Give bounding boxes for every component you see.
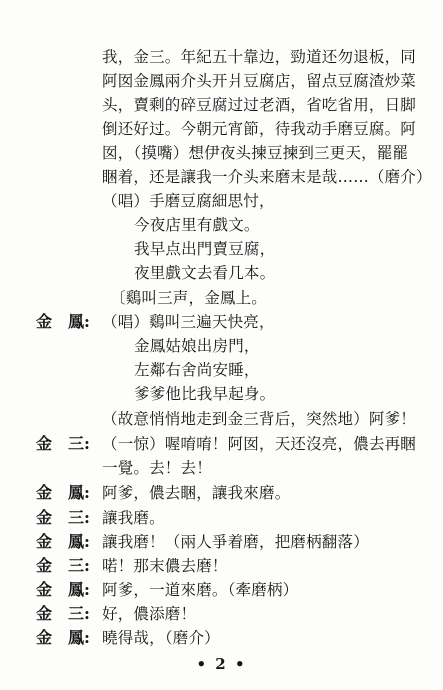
dialogue-line: 爹爹他比我早起身。	[134, 385, 276, 403]
speaker-label: 金 三:	[36, 434, 90, 453]
dialogue-line: 好，儂添磨！	[102, 605, 197, 623]
dialogue-line: （一惊）喔唷唷！阿囡，天还沒亮，儂去再睏	[102, 435, 417, 453]
speaker-label: 金 鳳:	[36, 483, 90, 502]
dialogue-line: 讓我磨！（兩人爭着磨，把磨柄翻落）	[102, 533, 369, 551]
narration-line-6: 睏着，还是讓我一介头来磨末是哉……（磨介）	[102, 168, 432, 186]
speaker-label: 金 三:	[36, 604, 90, 623]
speaker-label: 金 鳳:	[36, 580, 90, 599]
stage-direction: 〔鷄叫三声，金鳳上。	[110, 289, 268, 307]
speaker-label: 金 鳳:	[36, 628, 90, 647]
dialogue-line: 阿爹，一道來磨。（牽磨柄）	[102, 581, 299, 599]
dialogue-line: 阿爹，儂去睏，讓我來磨。	[102, 484, 291, 502]
sung-line-3: 我早点出門賣豆腐，	[134, 240, 276, 258]
page-number: • 2 •	[196, 655, 247, 673]
dialogue-line: 左鄰右舍尚安睡，	[134, 361, 260, 379]
dialogue-line: 金鳳姑娘出房門，	[134, 337, 260, 355]
dialogue-line: 一覺。去！去！	[102, 459, 212, 477]
narration-line-5: 囡，（摸嘴）想伊夜头揀豆揀到三更天，罷罷	[102, 144, 409, 162]
narration-line-3: 头，賣剩的碎豆腐过过老酒，省吃省用，日脚	[102, 96, 417, 114]
speaker-label: 金 三:	[36, 508, 90, 527]
sung-line-2: 今夜店里有戲文。	[134, 216, 260, 234]
dialogue-line: 讓我磨。	[102, 509, 165, 527]
sung-line-intro: （唱）手磨豆腐細思忖，	[102, 192, 275, 210]
narration-line-4: 倒还好过。今朝元宵節，待我动手磨豆腐。阿	[102, 120, 417, 138]
narration-line-1: 我，金三。年紀五十靠边，勁道还勿退板，同	[102, 48, 417, 66]
dialogue-line: （故意悄悄地走到金三背后，突然地）阿爹！	[102, 410, 417, 428]
sung-line-4: 夜里戲文去看几本。	[134, 264, 276, 282]
speaker-label: 金 鳳:	[36, 532, 90, 551]
dialogue-line: 喏！那末儂去磨！	[102, 557, 228, 575]
narration-line-2: 阿囡金鳳兩介头开爿豆腐店，留点豆腐渣炒菜	[102, 72, 417, 90]
speaker-label: 金 三:	[36, 556, 90, 575]
dialogue-line: 曉得哉，（磨介）	[102, 629, 220, 647]
speaker-label: 金 鳳:	[36, 312, 90, 331]
dialogue-line: （唱）鷄叫三遍天快亮，	[102, 313, 275, 331]
